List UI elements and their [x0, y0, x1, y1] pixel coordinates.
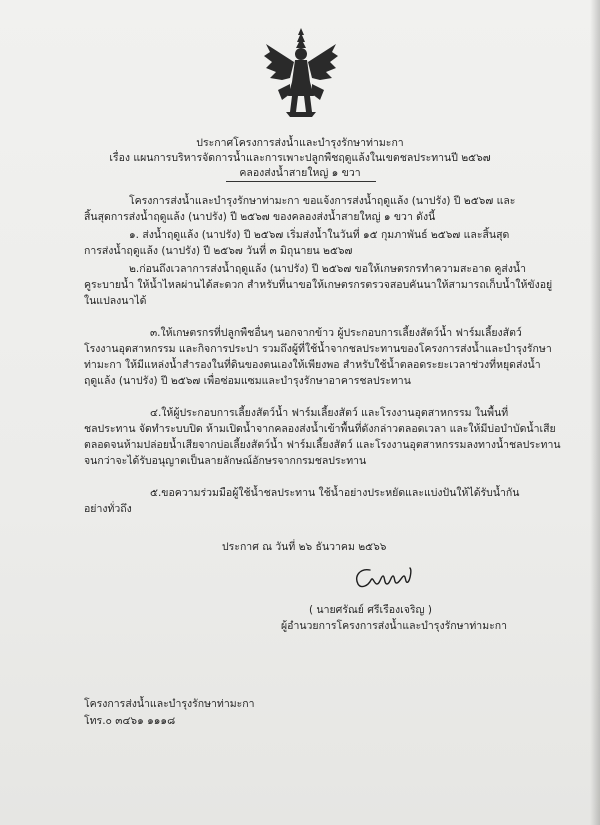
title-divider: [226, 181, 376, 182]
item-2-line: ๒.ก่อนถึงเวลาการส่งน้ำฤดูแล้ง (นาปรัง) ปี ๒๕๖๗ ขอให้เกษตรกรทำความสะอาด คูส่งน้ำ: [129, 263, 527, 275]
intro-line: สิ้นสุดการส่งน้ำฤดูแล้ง (นาปรัง) ปี ๒๕๖๗ ของคลองส่งน้ำสายใหญ่ ๑ ขวา ดังนี้: [84, 211, 436, 223]
item-3-line: ท่ามะกา ให้มีแหล่งน้ำสำรองในที่ดินของตนเองให้เพียงพอ สำหรับใช้น้ำตลอดระยะเวลาช่วงที่หยุดส่งน้ำ: [84, 359, 541, 371]
item-2-line: คูระบายน้ำ ให้น้ำไหลผ่านได้สะดวก สำหรับที่นาขอให้เกษตรกรตรวจสอบคันนาให้สามารถเก็บน้ำให้ขังอยู่: [84, 279, 553, 291]
footer-phone: โทร.๐ ๓๔๖๑ ๑๑๑๘: [84, 715, 176, 727]
announcement-date: ประกาศ ณ วันที่ ๒๖ ธันวาคม ๒๕๖๖: [222, 541, 387, 553]
item-3-line: ๓.ให้เกษตรกรที่ปลูกพืชอื่นๆ นอกจากข้าว ผู้ประกอบการเลี้ยงสัตว์น้ำ ฟาร์มเลี้ยงสัตว์: [150, 327, 522, 339]
item-4-line: ตลอดจนห้ามปล่อยน้ำเสียจากบ่อเลี้ยงสัตว์น้ำ ฟาร์มเลี้ยงสัตว์ และโรงงานอุตสาหกรรมลงทางน้ำชลประทาน: [84, 439, 561, 451]
signatory-name: ( นายศรัณย์ ศรีเรืองเจริญ ): [309, 604, 432, 616]
item-5-line: อย่างทั่วถึง: [84, 503, 132, 515]
signatory-position: ผู้อำนวยการโครงการส่งน้ำและบำรุงรักษาท่ามะกา: [281, 620, 508, 632]
intro-line: โครงการส่งน้ำและบำรุงรักษาท่ามะกา ขอแจ้งการส่งน้ำฤดูแล้ง (นาปรัง) ปี ๒๕๖๗ และ: [129, 195, 516, 207]
item-1-line: การส่งน้ำฤดูแล้ง (นาปรัง) ปี ๒๕๖๗ วันที่ ๓ มิถุนายน ๒๕๖๗: [84, 245, 353, 257]
item-4-line: จนกว่าจะได้รับอนุญาตเป็นลายลักษณ์อักษรจากกรมชลประทาน: [84, 455, 367, 467]
item-5-line: ๕.ขอความร่วมมือผู้ใช้น้ำชลประทาน ใช้น้ำอย่างประหยัดและแบ่งปันให้ได้รับน้ำกัน: [150, 487, 520, 499]
announcement-title: ประกาศโครงการส่งน้ำและบำรุงรักษาท่ามะกา: [196, 137, 404, 149]
footer-office: โครงการส่งน้ำและบำรุงรักษาท่ามะกา: [84, 698, 255, 710]
item-1-line: ๑. ส่งน้ำฤดูแล้ง (นาปรัง) ปี ๒๕๖๗ เริ่มส่งน้ำในวันที่ ๑๕ กุมภาพันธ์ ๒๕๖๗ และสิ้นสุด: [129, 229, 510, 241]
garuda-emblem-icon: [262, 26, 340, 118]
item-2-line: ในแปลงนาได้: [84, 295, 147, 307]
item-4-line: ชลประทาน จัดทำระบบปิด ห้ามเปิดน้ำจากคลองส่งน้ำเข้าพื้นที่ดังกล่าวตลอดเวลา และให้มีบ่อบำบัดน้ำเสีย: [84, 423, 556, 435]
item-3-line: ฤดูแล้ง (นาปรัง) ปี ๒๕๖๗ เพื่อซ่อมแซมและบำรุงรักษาอาคารชลประทาน: [84, 375, 411, 387]
item-3-line: โรงงานอุตสาหกรรม และกิจการประปา รวมถึงผู้ที่ใช้น้ำจากชลประทานของโครงการส่งน้ำและบำรุงรักษา: [84, 343, 552, 355]
canal-name: คลองส่งน้ำสายใหญ่ ๑ ขวา: [239, 167, 361, 179]
announcement-subject: เรื่อง แผนการบริหารจัดการน้ำและการเพาะปลูกพืชฤดูแล้งในเขตชลประทานปี ๒๕๖๗: [109, 152, 491, 164]
item-4-line: ๔.ให้ผู้ประกอบการเลี้ยงสัตว์น้ำ ฟาร์มเลี้ยงสัตว์ และโรงงานอุตสาหกรรม ในพื้นที่: [150, 407, 509, 419]
signature: [352, 564, 422, 592]
